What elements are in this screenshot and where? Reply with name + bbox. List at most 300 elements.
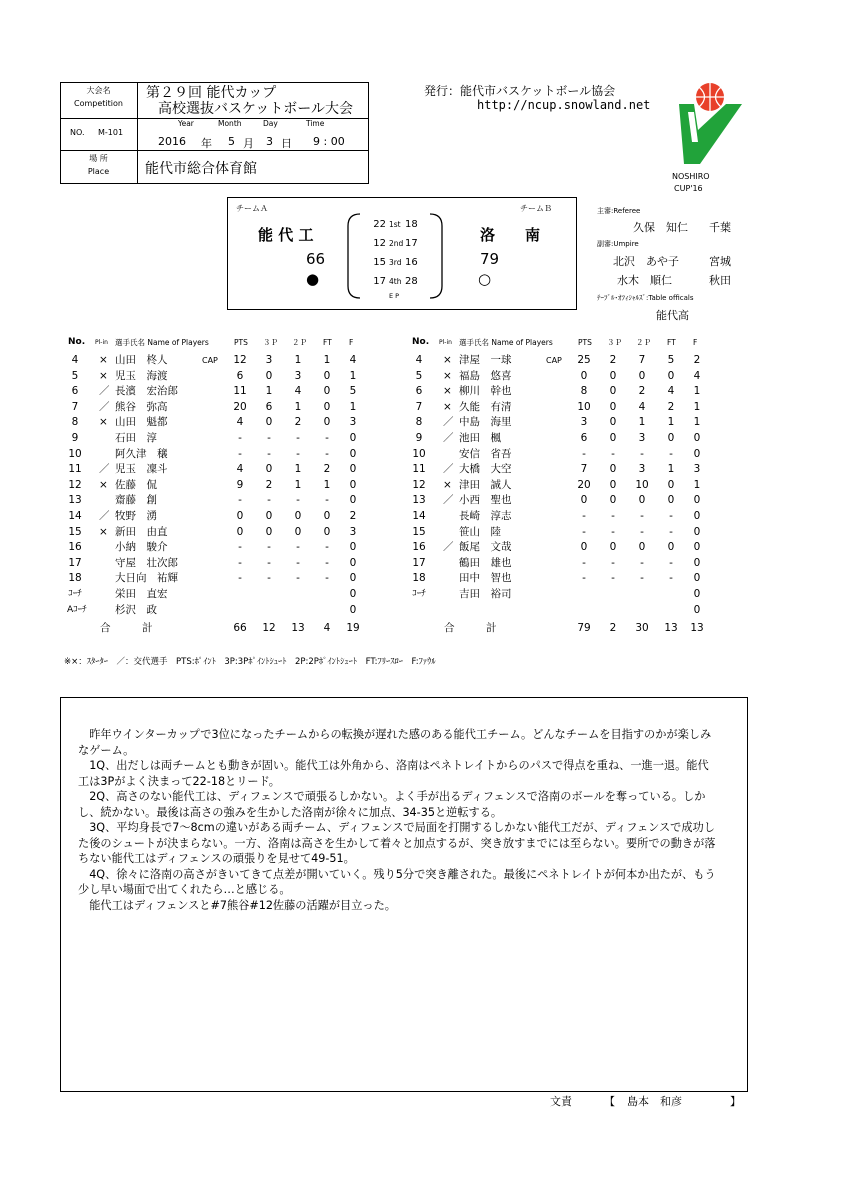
place: 能代市総合体育館 bbox=[145, 161, 257, 177]
title-line2: 高校選抜バスケットボール大会 bbox=[158, 101, 354, 117]
player-name: 守屋 壮次郎 bbox=[115, 556, 178, 569]
ep-label: E P bbox=[389, 292, 400, 300]
stat-ft: - bbox=[325, 432, 329, 444]
quarter-label: 1st bbox=[389, 220, 401, 229]
player-name: 佐藤 侃 bbox=[115, 478, 157, 491]
stat-f: 0 bbox=[349, 494, 357, 507]
report-paragraph: 1Q、出だしは両チームとも動きが固い。能代工は外角から、洛南はペネトレイトからのパスで得点を重ね、一進一退。能代工は3Pがよく決まって22-18とリード。 bbox=[78, 759, 709, 788]
stat-ft: - bbox=[325, 556, 329, 569]
stat-ft: 5 bbox=[667, 354, 675, 366]
stat-p2: 2 bbox=[638, 385, 646, 398]
player-no: 7 bbox=[415, 400, 423, 413]
stat-f: 0 bbox=[693, 588, 701, 600]
stat-f: 0 bbox=[693, 494, 701, 507]
player-no: ｺｰﾁ bbox=[412, 589, 426, 599]
stat-pts: 0 bbox=[236, 525, 244, 538]
stat-p3: 0 bbox=[609, 432, 617, 444]
header-f: F bbox=[349, 338, 354, 347]
player-no: 13 bbox=[68, 494, 82, 507]
player-no: 4 bbox=[71, 354, 79, 366]
stat-p2: - bbox=[296, 556, 300, 569]
player-no: 15 bbox=[412, 525, 426, 538]
match-no: M-101 bbox=[98, 128, 124, 137]
player-name: 津田 誠人 bbox=[459, 478, 512, 491]
report-paragraph: 昨年ウインターカップで3位になったチームからの転換が遅れた感のある能代工チーム。どんなチームを目指すのかが楽しみなゲーム。 bbox=[78, 728, 712, 757]
stat-ft: 0 bbox=[323, 416, 331, 429]
total-f: 19 bbox=[346, 622, 360, 634]
stat-f: 0 bbox=[693, 572, 701, 585]
referee-pref: 千葉 bbox=[709, 221, 731, 234]
player-no: 10 bbox=[412, 447, 426, 460]
stat-pts: 7 bbox=[580, 463, 588, 476]
stat-p2: 2 bbox=[294, 416, 302, 429]
player-mark: × bbox=[99, 354, 108, 366]
stat-pts: 3 bbox=[580, 416, 588, 429]
stat-p3: 0 bbox=[609, 494, 617, 507]
header-no: No. bbox=[68, 337, 86, 347]
stat-p2: - bbox=[640, 510, 644, 522]
header-p2: ２Ｐ bbox=[636, 338, 651, 347]
stat-pts: 10 bbox=[577, 400, 591, 413]
table-officials-label: ﾃｰﾌﾞﾙ･ｵﾌｨｼｬﾙｽﾞ:Table officals bbox=[597, 294, 694, 302]
stat-p2: 4 bbox=[294, 385, 302, 398]
player-name: 阿久津 穣 bbox=[115, 447, 168, 460]
player-name: 吉田 裕司 bbox=[459, 588, 512, 600]
stat-p2: - bbox=[296, 447, 300, 460]
player-mark: × bbox=[443, 354, 452, 366]
stat-f: 1 bbox=[693, 385, 701, 398]
player-name: 大日向 祐輝 bbox=[115, 572, 178, 585]
player-no: 18 bbox=[412, 572, 426, 585]
stat-pts: - bbox=[238, 447, 242, 460]
logo-text1: NOSHIRO bbox=[672, 172, 710, 181]
time-header: Time bbox=[306, 119, 325, 128]
player-no: 9 bbox=[71, 432, 79, 444]
stat-p2: - bbox=[640, 556, 644, 569]
player-name: 小納 駿介 bbox=[115, 541, 168, 554]
stat-ft: 0 bbox=[667, 432, 675, 444]
url: http://ncup.snowland.net bbox=[477, 98, 651, 112]
umpire-label: 副審:Umpire bbox=[597, 240, 639, 248]
game-report bbox=[78, 727, 718, 913]
player-name: 中島 海里 bbox=[459, 416, 512, 429]
player-name: 熊谷 弥高 bbox=[115, 400, 168, 413]
date-year-unit: 年 bbox=[201, 137, 212, 150]
player-no: 14 bbox=[68, 510, 82, 522]
report-paragraph: 2Q、高さのない能代工は、ディフェンスで頑張るしかない。よく手が出るディフェンスで洛南のボールを奪っている。しかし、続かない。最後は高さの強みを生かした洛南が徐々に加点、34-35と逆転する。 bbox=[78, 790, 706, 819]
total-pts: 66 bbox=[233, 622, 247, 634]
stat-p2: 10 bbox=[635, 478, 649, 491]
basketball-logo-icon bbox=[674, 82, 744, 172]
quarter-score-b: 17 bbox=[405, 238, 418, 249]
header-pin: Pl-in bbox=[439, 339, 452, 346]
player-no: 16 bbox=[68, 541, 82, 554]
stat-p3: - bbox=[611, 572, 615, 585]
stat-p3: - bbox=[267, 572, 271, 585]
stat-ft: 0 bbox=[667, 369, 675, 382]
stat-ft: - bbox=[325, 447, 329, 460]
player-no: Aｺｰﾁ bbox=[67, 604, 87, 615]
quarter-label: 3rd bbox=[389, 258, 402, 267]
stat-pts: 4 bbox=[236, 416, 244, 429]
total-f: 13 bbox=[690, 622, 704, 634]
stat-p2: 3 bbox=[638, 463, 646, 476]
team-a-total: 66 bbox=[306, 250, 326, 268]
stat-ft: 0 bbox=[323, 385, 331, 398]
player-name: 山田 柊人 bbox=[115, 354, 168, 366]
team-a-name: 能 代 工 bbox=[258, 226, 314, 244]
stat-pts: - bbox=[582, 510, 586, 522]
stat-p2: - bbox=[296, 572, 300, 585]
date-month: 5 bbox=[228, 135, 235, 148]
stat-ft: 1 bbox=[667, 416, 675, 429]
stat-f: 0 bbox=[349, 572, 357, 585]
stat-p3: - bbox=[611, 447, 615, 460]
total-pts: 79 bbox=[577, 622, 591, 634]
header-f: F bbox=[693, 338, 698, 347]
player-mark: ／ bbox=[99, 510, 110, 522]
author-label: 文責 bbox=[550, 1095, 572, 1108]
stat-pts: - bbox=[582, 447, 586, 460]
stat-f: 0 bbox=[349, 556, 357, 569]
title-line1: 第２９回 能代カップ bbox=[146, 85, 277, 101]
day-header: Day bbox=[263, 119, 278, 128]
player-mark: ／ bbox=[443, 432, 454, 444]
player-no: 8 bbox=[71, 416, 79, 429]
legend: ※×：ｽﾀｰﾀｰ ／：交代選手 PTS:ﾎﾟｲﾝﾄ 3P:3Pﾎﾟｲﾝﾄｼｭｰﾄ 2P:2Pﾎﾟｲﾝﾄｼｭｰﾄ FT:ﾌﾘｰｽﾛｰ F:ﾌｧｳﾙ bbox=[64, 657, 436, 667]
place-label-en: Place bbox=[87, 167, 110, 176]
stat-p2: 7 bbox=[638, 354, 646, 366]
stat-p3: 0 bbox=[609, 463, 617, 476]
report-paragraph: 4Q、徐々に洛南の高さがきいてきて点差が開いていく。残り5分で突き離された。最後にペネトレイトが何本か出たが、もう少し早い場面で出てくれたら…と感じる。 bbox=[78, 867, 716, 896]
player-no: 12 bbox=[412, 478, 426, 491]
player-no: 14 bbox=[412, 510, 426, 522]
stat-pts: - bbox=[238, 556, 242, 569]
stat-f: 4 bbox=[349, 354, 357, 366]
stat-p2: 1 bbox=[638, 416, 646, 429]
player-mark: ／ bbox=[99, 400, 110, 413]
player-no: 15 bbox=[68, 525, 82, 538]
stat-p3: - bbox=[267, 432, 271, 444]
total-p2: 30 bbox=[635, 622, 649, 634]
time: 9 : 00 bbox=[313, 135, 345, 148]
header-pin: Pl-in bbox=[95, 339, 108, 346]
player-name: 石田 淳 bbox=[115, 432, 157, 444]
publisher: 発行：能代市バスケットボール協会 bbox=[424, 84, 616, 98]
quarter-score-a: 17 bbox=[373, 276, 386, 287]
stat-p2: - bbox=[296, 494, 300, 507]
quarter-score-b: 18 bbox=[405, 219, 418, 230]
stat-ft: 0 bbox=[667, 494, 675, 507]
competition-label-en: Competition bbox=[74, 99, 123, 108]
stat-ft: - bbox=[325, 572, 329, 585]
stat-p3: 0 bbox=[265, 510, 273, 522]
player-mark: ／ bbox=[443, 541, 454, 554]
referee-name: 久保 知仁 bbox=[633, 221, 688, 234]
header-name: 選手氏名 Name of Players bbox=[459, 338, 553, 347]
stat-p3: - bbox=[611, 525, 615, 538]
stat-p3: 0 bbox=[609, 369, 617, 382]
no-label: NO. bbox=[70, 128, 85, 137]
player-no: 12 bbox=[68, 478, 82, 491]
stat-pts: 0 bbox=[236, 510, 244, 522]
player-name: 児玉 海渡 bbox=[115, 369, 168, 382]
table-officials: 能代高 bbox=[656, 309, 689, 322]
header-p2: ２Ｐ bbox=[292, 338, 307, 347]
player-name: 栄田 直宏 bbox=[115, 588, 168, 600]
stat-f: 1 bbox=[693, 478, 701, 491]
stat-f: 0 bbox=[349, 603, 357, 616]
player-mark: × bbox=[99, 478, 108, 491]
stat-p2: - bbox=[296, 432, 300, 444]
stat-ft: 2 bbox=[667, 400, 675, 413]
player-name: 池田 楓 bbox=[459, 432, 501, 444]
stat-p3: - bbox=[611, 556, 615, 569]
stat-p3: 0 bbox=[609, 416, 617, 429]
stat-pts: 11 bbox=[233, 385, 247, 398]
stat-p2: - bbox=[640, 572, 644, 585]
total-p3: 12 bbox=[262, 622, 276, 634]
stat-ft: - bbox=[669, 556, 673, 569]
stat-p2: 1 bbox=[294, 400, 302, 413]
total-label: 合 計 bbox=[100, 622, 153, 634]
stat-ft: - bbox=[669, 447, 673, 460]
player-no: ｺｰﾁ bbox=[68, 589, 82, 599]
stat-f: 0 bbox=[349, 588, 357, 600]
stat-pts: 6 bbox=[236, 369, 244, 382]
stat-p3: 0 bbox=[609, 400, 617, 413]
stat-p2: 0 bbox=[294, 525, 302, 538]
stat-f: 4 bbox=[693, 369, 701, 382]
quarter-score-b: 28 bbox=[405, 276, 418, 287]
stat-f: 3 bbox=[349, 416, 357, 429]
player-no: 4 bbox=[415, 354, 423, 366]
player-mark: × bbox=[99, 369, 108, 382]
stat-p2: - bbox=[640, 447, 644, 460]
player-name: 福島 悠喜 bbox=[459, 369, 512, 382]
stat-pts: 9 bbox=[236, 478, 244, 491]
umpire2-name: 水木 順仁 bbox=[617, 274, 672, 287]
quarter-score-a: 15 bbox=[373, 257, 386, 268]
player-name: 小西 聖也 bbox=[459, 494, 512, 507]
stat-pts: 25 bbox=[577, 354, 591, 366]
total-p3: 2 bbox=[609, 622, 617, 634]
team-b-label: チームＢ bbox=[520, 204, 552, 213]
player-name: 鶴田 雄也 bbox=[459, 556, 512, 569]
stat-pts: 20 bbox=[233, 400, 247, 413]
player-mark: × bbox=[99, 525, 108, 538]
stat-f: 0 bbox=[349, 541, 357, 554]
total-label: 合 計 bbox=[444, 622, 497, 634]
stat-f: 5 bbox=[349, 385, 357, 398]
noshiro-cup-logo bbox=[674, 82, 744, 172]
stat-p2: 0 bbox=[638, 541, 646, 554]
stat-p2: - bbox=[640, 525, 644, 538]
stat-p2: 0 bbox=[294, 510, 302, 522]
stat-p3: 0 bbox=[609, 478, 617, 491]
author-bracket-close: 】 bbox=[730, 1095, 741, 1108]
header-name: 選手氏名 Name of Players bbox=[115, 338, 209, 347]
player-no: 18 bbox=[68, 572, 82, 585]
stat-f: 0 bbox=[693, 556, 701, 569]
stat-pts: - bbox=[582, 572, 586, 585]
stat-pts: - bbox=[238, 572, 242, 585]
stat-f: 0 bbox=[693, 603, 701, 616]
date-year: 2016 bbox=[158, 135, 186, 148]
stat-ft: 0 bbox=[323, 510, 331, 522]
player-mark: ／ bbox=[443, 463, 454, 476]
total-p2: 13 bbox=[291, 622, 305, 634]
stat-ft: 0 bbox=[323, 400, 331, 413]
header-no: No. bbox=[412, 337, 430, 347]
stat-p3: - bbox=[267, 447, 271, 460]
umpire2-pref: 秋田 bbox=[709, 274, 731, 287]
header-pts: PTS bbox=[578, 338, 592, 347]
stat-p3: 0 bbox=[265, 463, 273, 476]
stat-p3: - bbox=[267, 541, 271, 554]
total-ft: 4 bbox=[323, 622, 331, 634]
player-name: 久能 有清 bbox=[459, 400, 512, 413]
stat-f: 0 bbox=[693, 432, 701, 444]
stat-f: 1 bbox=[693, 400, 701, 413]
stat-ft: - bbox=[669, 510, 673, 522]
stat-f: 0 bbox=[349, 478, 357, 491]
team-b-name: 洛 南 bbox=[480, 226, 541, 244]
stat-ft: - bbox=[669, 572, 673, 585]
report-paragraph: 3Q、平均身長で7～8cmの違いがある両チーム、ディフェンスで局面を打開するしかない能代工だが、ディフェンスで成功した後のシュートが決まらない。一方、洛南は高さを生かして着々と加点するが、突き放すまでには至らない。要所での動きが落ちない能代工はディフェンスの頑張りを見せて49-51。 bbox=[78, 821, 716, 865]
stat-p3: 0 bbox=[265, 525, 273, 538]
stat-ft: 2 bbox=[323, 463, 331, 476]
place-label-jp: 場 所 bbox=[89, 154, 108, 163]
stat-ft: - bbox=[325, 494, 329, 507]
stat-p2: 1 bbox=[294, 463, 302, 476]
stat-ft: 0 bbox=[667, 478, 675, 491]
player-name: 安信 省吾 bbox=[459, 447, 512, 460]
stat-p3: 0 bbox=[265, 416, 273, 429]
player-name: 児玉 凜斗 bbox=[115, 463, 168, 476]
stat-p2: 0 bbox=[638, 494, 646, 507]
stat-ft: - bbox=[325, 541, 329, 554]
player-name: 牧野 湧 bbox=[115, 510, 157, 522]
stat-ft: 1 bbox=[323, 354, 331, 366]
stat-f: 3 bbox=[349, 525, 357, 538]
player-no: 9 bbox=[415, 432, 423, 444]
player-mark: ／ bbox=[99, 385, 110, 398]
stat-pts: 12 bbox=[233, 354, 247, 366]
player-no: 16 bbox=[412, 541, 426, 554]
header-pts: PTS bbox=[234, 338, 248, 347]
stat-f: 1 bbox=[693, 416, 701, 429]
captain-badge: CAP bbox=[202, 356, 218, 365]
stat-p2: 3 bbox=[294, 369, 302, 382]
player-name: 柳川 幹也 bbox=[459, 385, 512, 398]
stat-f: 2 bbox=[693, 354, 701, 366]
stat-pts: - bbox=[238, 432, 242, 444]
stat-f: 2 bbox=[349, 510, 357, 522]
stat-pts: - bbox=[238, 541, 242, 554]
stat-p3: 0 bbox=[609, 385, 617, 398]
stat-pts: - bbox=[238, 494, 242, 507]
player-name: 大橋 大空 bbox=[459, 463, 512, 476]
stat-p3: 0 bbox=[265, 369, 273, 382]
player-mark: × bbox=[99, 416, 108, 429]
team-a-label: チームＡ bbox=[236, 204, 268, 213]
player-name: 笹山 陸 bbox=[459, 525, 501, 538]
quarter-label: 2nd bbox=[389, 239, 404, 248]
referee-label: 主審:Referee bbox=[597, 207, 641, 215]
stat-pts: - bbox=[582, 556, 586, 569]
stat-pts: 0 bbox=[580, 541, 588, 554]
player-name: 津屋 一球 bbox=[459, 354, 512, 366]
player-name: 山田 魁都 bbox=[115, 416, 168, 429]
stat-p3: 1 bbox=[265, 385, 273, 398]
stat-p2: 3 bbox=[638, 432, 646, 444]
stat-ft: - bbox=[669, 525, 673, 538]
stat-f: 1 bbox=[349, 400, 357, 413]
stat-ft: 4 bbox=[667, 385, 675, 398]
player-no: 10 bbox=[68, 447, 82, 460]
player-name: 飯尾 文哉 bbox=[459, 541, 512, 554]
player-no: 6 bbox=[415, 385, 423, 398]
stat-p3: 2 bbox=[609, 354, 617, 366]
header-p3: ３Ｐ bbox=[263, 338, 278, 347]
stat-pts: - bbox=[582, 525, 586, 538]
stat-pts: 6 bbox=[580, 432, 588, 444]
stat-p2: 1 bbox=[294, 354, 302, 366]
player-name: 杉沢 政 bbox=[115, 603, 157, 616]
player-mark: × bbox=[443, 369, 452, 382]
stat-pts: 0 bbox=[580, 494, 588, 507]
month-header: Month bbox=[218, 119, 242, 128]
stat-pts: 20 bbox=[577, 478, 591, 491]
captain-badge: CAP bbox=[546, 356, 562, 365]
stat-p2: 1 bbox=[294, 478, 302, 491]
stat-p3: - bbox=[267, 494, 271, 507]
player-no: 6 bbox=[71, 385, 79, 398]
author-name: 島本 和彦 bbox=[627, 1095, 682, 1108]
total-ft: 13 bbox=[664, 622, 678, 634]
year-header: Year bbox=[178, 119, 194, 128]
player-mark: ／ bbox=[443, 416, 454, 429]
stat-p3: - bbox=[611, 510, 615, 522]
stat-p3: 0 bbox=[609, 541, 617, 554]
report-paragraph: 能代工はディフェンスと#7熊谷#12佐藤の活躍が目立った。 bbox=[78, 898, 396, 912]
player-name: 新田 由直 bbox=[115, 525, 168, 538]
date-day-unit: 日 bbox=[281, 137, 292, 150]
stat-f: 0 bbox=[693, 510, 701, 522]
stat-f: 0 bbox=[349, 447, 357, 460]
player-no: 11 bbox=[412, 463, 426, 476]
player-no: 17 bbox=[68, 556, 82, 569]
quarter-score-b: 16 bbox=[405, 257, 418, 268]
quarter-label: 4th bbox=[389, 277, 402, 286]
stat-pts: 0 bbox=[580, 369, 588, 382]
header-p3: ３Ｐ bbox=[607, 338, 622, 347]
stat-ft: 1 bbox=[667, 463, 675, 476]
stat-f: 0 bbox=[693, 541, 701, 554]
stat-p2: - bbox=[296, 541, 300, 554]
quarter-score-a: 12 bbox=[373, 238, 386, 249]
player-no: 11 bbox=[68, 463, 82, 476]
umpire1-name: 北沢 あや子 bbox=[613, 255, 679, 268]
stat-f: 3 bbox=[693, 463, 701, 476]
stat-p3: 2 bbox=[265, 478, 273, 491]
author-bracket-open: 【 bbox=[604, 1095, 615, 1108]
player-name: 田中 智也 bbox=[459, 572, 512, 585]
stat-pts: 4 bbox=[236, 463, 244, 476]
player-no: 5 bbox=[71, 369, 79, 382]
player-mark: × bbox=[443, 385, 452, 398]
